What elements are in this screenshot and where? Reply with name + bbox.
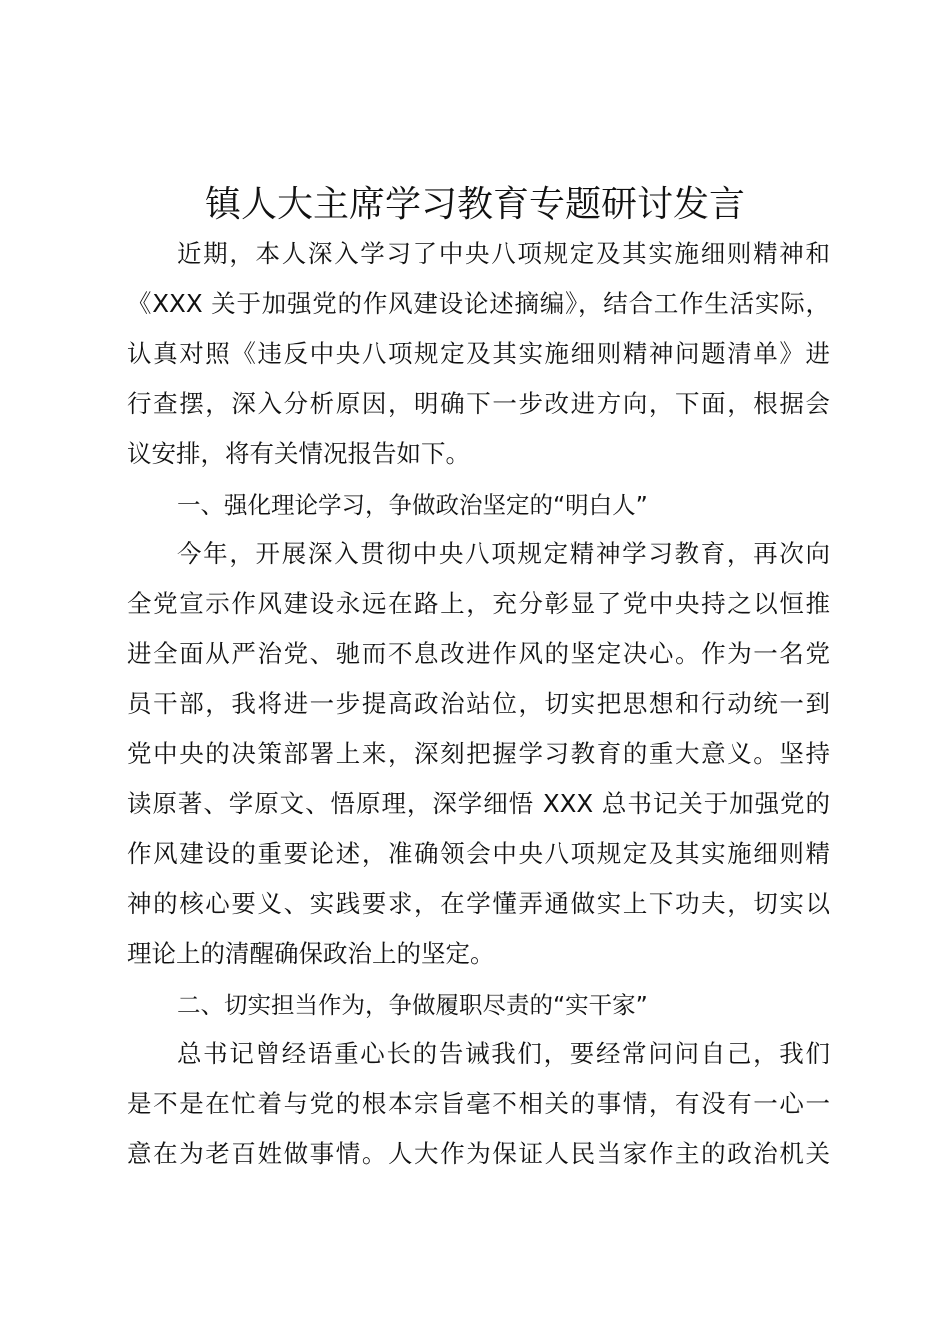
paragraph-line: 议安排，将有关情况报告如下。	[127, 439, 470, 468]
paragraph-line: 员干部，我将进一步提高政治站位，切实把思想和行动统一到	[127, 689, 830, 718]
paragraph-line: 读原著、学原文、悟原理，深学细悟 XXX 总书记关于加强党的	[127, 789, 830, 818]
paragraph-line: 神的核心要义、实践要求，在学懂弄通做实上下功夫，切实以	[127, 889, 830, 918]
paragraph-line: 理论上的清醒确保政治上的坚定。	[127, 939, 495, 968]
paragraph-line: 党中央的决策部署上来，深刻把握学习教育的重大意义。坚持	[127, 739, 830, 768]
paragraph-line: 今年，开展深入贯彻中央八项规定精神学习教育，再次向	[177, 539, 830, 568]
paragraph-line: 作风建设的重要论述，准确领会中央八项规定及其实施细则精	[127, 839, 830, 868]
paragraph-line: 全党宣示作风建设永远在路上，充分彰显了党中央持之以恒推	[127, 589, 830, 618]
paragraph-line: 行查摆，深入分析原因，明确下一步改进方向，下面，根据会	[127, 389, 830, 418]
paragraph-line: 《XXX 关于加强党的作风建设论述摘编》，结合工作生活实际，	[127, 289, 830, 318]
paragraph-line: 意在为老百姓做事情。人大作为保证人民当家作主的政治机关	[127, 1139, 830, 1168]
section-heading-2: 二、切实担当作为，争做履职尽责的“实干家”	[177, 991, 648, 1019]
paragraph-line: 总书记曾经语重心长的告诫我们，要经常问问自己，我们	[177, 1039, 830, 1068]
paragraph-line: 是不是在忙着与党的根本宗旨毫不相关的事情，有没有一心一	[127, 1089, 830, 1118]
section-heading-1: 一、强化理论学习，争做政治坚定的“明白人”	[177, 491, 648, 519]
paragraph-line: 进全面从严治党、驰而不息改进作风的坚定决心。作为一名党	[127, 639, 830, 668]
paragraph-line: 认真对照《违反中央八项规定及其实施细则精神问题清单》进	[127, 339, 830, 368]
paragraph-line: 近期，本人深入学习了中央八项规定及其实施细则精神和	[177, 239, 830, 268]
document-title: 镇人大主席学习教育专题研讨发言	[204, 184, 745, 225]
